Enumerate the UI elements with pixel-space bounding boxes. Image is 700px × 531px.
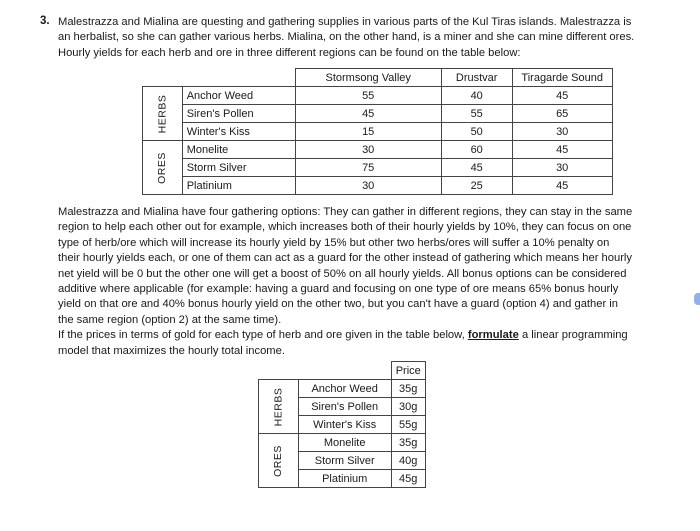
table-row <box>259 434 426 452</box>
intro-line: Malestrazza and Mialina are questing and gathering supplies in various parts of the Kul Tiras islands. Malestrazza is <box>58 16 632 28</box>
cell: 15 <box>295 123 441 141</box>
group-ores: ORES <box>259 434 299 488</box>
cell: 30 <box>512 159 612 177</box>
cell: 25 <box>441 177 512 195</box>
edge-tab <box>694 293 700 305</box>
table-row <box>143 159 613 177</box>
body-line: their hourly yields each, or one of them can act as a guard for the other instead of gathering which means her hourly <box>58 252 632 265</box>
row-name: Platinium <box>298 470 391 488</box>
row-name: Siren's Pollen <box>182 105 295 123</box>
group-ores: ORES <box>143 141 183 195</box>
cell: 45 <box>295 105 441 123</box>
cell: 50 <box>441 123 512 141</box>
table-row <box>143 105 613 123</box>
cell: 45 <box>441 159 512 177</box>
price-cell: 45g <box>391 470 425 488</box>
row-name: Anchor Weed <box>182 87 295 105</box>
formulate-word: formulate <box>467 329 519 342</box>
group-herbs: HERBS <box>259 380 299 434</box>
cell: 65 <box>512 105 612 123</box>
cell: 55 <box>441 105 512 123</box>
price-cell: 35g <box>391 380 425 398</box>
table-row <box>143 177 613 195</box>
body-line: the same region (option 2) at the same time). <box>58 313 282 326</box>
price-cell: 40g <box>391 452 425 470</box>
question-intro <box>58 15 634 61</box>
cell: 45 <box>512 87 612 105</box>
cell: 30 <box>512 123 612 141</box>
price-cell: 35g <box>391 434 425 452</box>
row-name: Monelite <box>182 141 295 159</box>
row-name: Platinium <box>182 177 295 195</box>
intro-line: Hourly yields for each herb and ore in three different regions can be found on the table below: <box>58 46 521 59</box>
header-stormsong: Stormsong Valley <box>295 69 441 87</box>
row-name: Monelite <box>298 434 391 452</box>
question-number: 3. <box>40 15 50 27</box>
cell: 45 <box>512 177 612 195</box>
price-table-header <box>259 362 426 380</box>
cell: 75 <box>295 159 441 177</box>
body-line: net yield will be 0 but the other one will get a boost of 50% on all hourly yields. All bonus options can be considered <box>58 267 627 280</box>
cell: 60 <box>441 141 512 159</box>
body-line: additive where applicable (for example: having a guard and focusing on one type of ore means 65% bonus hourly <box>58 283 619 296</box>
yield-table <box>142 68 613 195</box>
table-row <box>143 141 613 159</box>
body-line: type of herb/ore which will increase its hourly yield by 15% but other two herbs/ores will suffer a 10% penalty on <box>58 236 610 249</box>
body-line: If the prices in terms of gold for each type of herb and ore given in the table below, formulate a linear programming <box>58 329 628 342</box>
table-row <box>143 123 613 141</box>
cell: 30 <box>295 141 441 159</box>
question-body <box>58 205 632 359</box>
body-line: region to help each other out for example, which increases both of their hourly yields by 10%, they can focus on one <box>58 221 632 234</box>
price-table <box>258 361 426 488</box>
row-name: Storm Silver <box>182 159 295 177</box>
intro-line: an herbalist, so she can gather various herbs. Mialina, on the other hand, is a miner and she can mine different ores. <box>58 31 635 44</box>
cell: 30 <box>295 177 441 195</box>
header-drustvar: Drustvar <box>441 69 512 87</box>
header-tiragarde: Tiragarde Sound <box>512 69 612 87</box>
header-price: Price <box>391 362 425 380</box>
body-line: Malestrazza and Mialina have four gathering options: They can gather in different regions, they can stay in the same <box>58 206 633 218</box>
price-cell: 55g <box>391 416 425 434</box>
row-name: Anchor Weed <box>298 380 391 398</box>
table-row <box>259 380 426 398</box>
row-name: Storm Silver <box>298 452 391 470</box>
yield-table-header <box>143 69 613 87</box>
row-name: Winter's Kiss <box>182 123 295 141</box>
price-cell: 30g <box>391 398 425 416</box>
table-row <box>143 87 613 105</box>
row-name: Winter's Kiss <box>298 416 391 434</box>
group-herbs: HERBS <box>143 87 183 141</box>
cell: 55 <box>295 87 441 105</box>
body-line: yield on that ore and 40% bonus hourly yield on the other two, but you can't have a guard (option 4) and gather in <box>58 298 619 311</box>
cell: 40 <box>441 87 512 105</box>
cell: 45 <box>512 141 612 159</box>
row-name: Siren's Pollen <box>298 398 391 416</box>
body-line: model that maximizes the hourly total income. <box>58 344 285 357</box>
